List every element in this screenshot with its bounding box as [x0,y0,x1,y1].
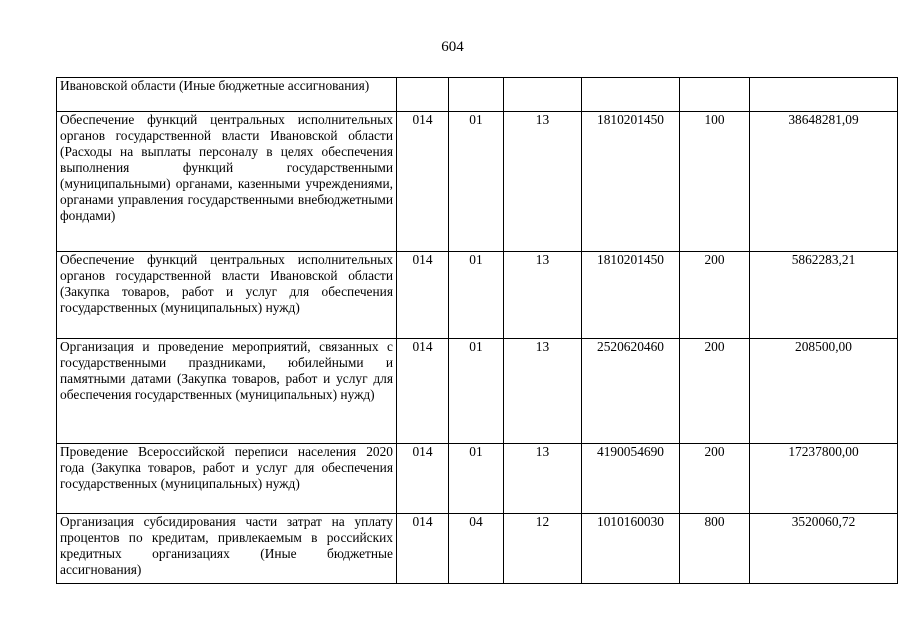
table-row [57,252,898,339]
ministry-code: 014 [397,112,449,252]
section-code: 04 [449,514,504,584]
expense-type-code: 100 [680,112,750,252]
target-article-code: 4190054690 [582,444,680,514]
table-row [57,444,898,514]
subsection-code: 13 [504,112,582,252]
ministry-code: 014 [397,252,449,339]
amount: 38648281,09 [750,112,898,252]
table-row [57,514,898,584]
subsection-code: 12 [504,514,582,584]
ministry-code: 014 [397,444,449,514]
section-code: 01 [449,444,504,514]
expense-type-code: 200 [680,252,750,339]
ministry-code: 014 [397,514,449,584]
target-article-code: 1010160030 [582,514,680,584]
expense-type-code [680,78,750,112]
subsection-code: 13 [504,252,582,339]
expense-description: Проведение Всероссийской переписи населения 2020 года (Закупка товаров, работ и услуг для обеспечения государственных (муниципальных) нужд) [57,444,397,514]
subsection-code: 13 [504,339,582,444]
section-code [449,78,504,112]
expense-description: Ивановской области (Иные бюджетные ассигнования) [57,78,397,112]
target-article-code: 1810201450 [582,112,680,252]
expense-type-code: 200 [680,444,750,514]
expense-description: Организация и проведение мероприятий, связанных с государственными праздниками, юбилейными и памятными датами (Закупка товаров, работ и услуг для обеспечения государственных (муниципальных) нужд) [57,339,397,444]
expense-description: Обеспечение функций центральных исполнительных органов государственной власти Ивановской области (Расходы на выплаты персоналу в целях обеспечения выполнения функций государственными (муниципальными) органами, казенными учреждениями, органами управления государственными внебюджетными фондами) [57,112,397,252]
expense-description: Обеспечение функций центральных исполнительных органов государственной власти Ивановской области (Закупка товаров, работ и услуг для обеспечения государственных (муниципальных) нужд) [57,252,397,339]
section-code: 01 [449,112,504,252]
subsection-code: 13 [504,444,582,514]
budget-table [56,77,898,584]
amount [750,78,898,112]
table-row [57,112,898,252]
subsection-code [504,78,582,112]
ministry-code [397,78,449,112]
page-number: 604 [441,39,464,55]
amount: 208500,00 [750,339,898,444]
expense-description: Организация субсидирования части затрат на уплату процентов по кредитам, привлекаемым в российских кредитных организациях (Иные бюджетные ассигнования) [57,514,397,584]
amount: 17237800,00 [750,444,898,514]
section-code: 01 [449,339,504,444]
ministry-code: 014 [397,339,449,444]
amount: 5862283,21 [750,252,898,339]
expense-type-code: 800 [680,514,750,584]
expense-type-code: 200 [680,339,750,444]
table-row [57,339,898,444]
target-article-code: 2520620460 [582,339,680,444]
target-article-code: 1810201450 [582,252,680,339]
amount: 3520060,72 [750,514,898,584]
target-article-code [582,78,680,112]
section-code: 01 [449,252,504,339]
table-row [57,78,898,112]
